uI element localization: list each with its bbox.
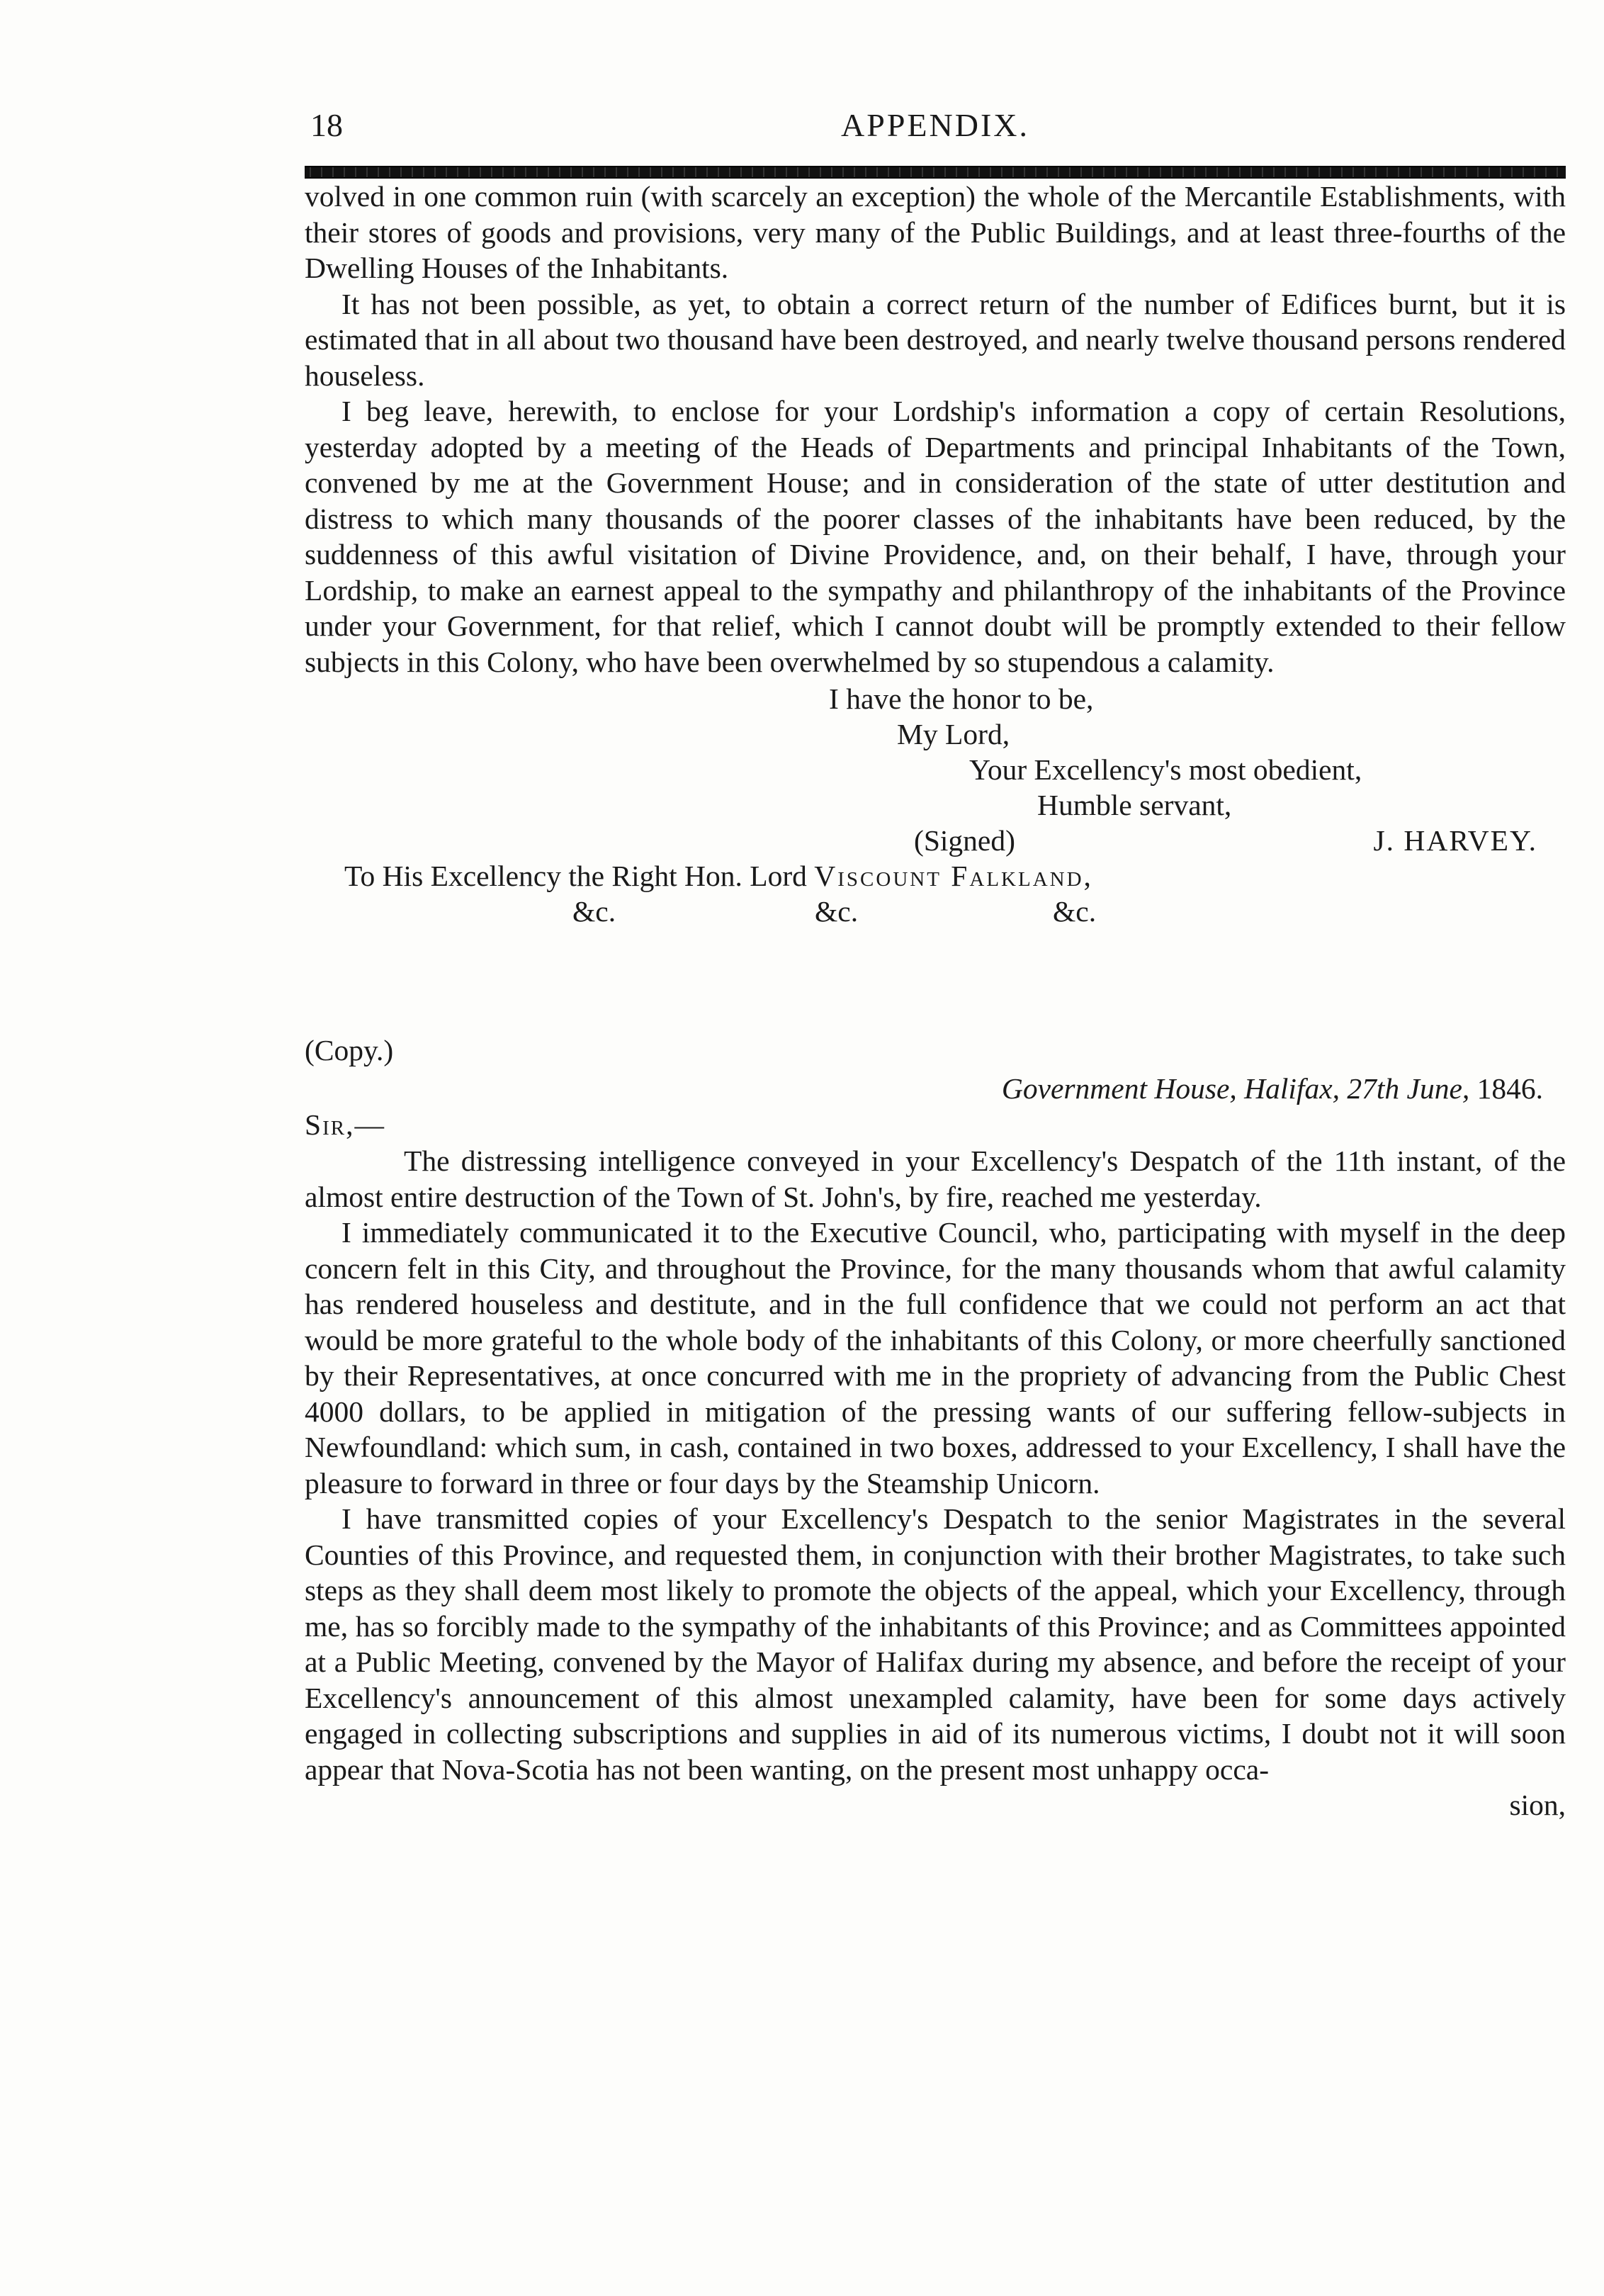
dateline-year: 1846.	[1476, 1072, 1543, 1105]
paragraph: The distressing intelligence conveyed in your Excellency's Despatch of the 11th instant, of the almost entire destruction of the Town of St. John's, by fire, reached me yesterday.	[305, 1144, 1566, 1213]
closing-line: Humble servant,	[1037, 789, 1232, 821]
etc: &c.	[1053, 895, 1097, 928]
catchword: sion,	[1509, 1789, 1566, 1821]
addressee-title: Viscount Falkland,	[814, 860, 1093, 892]
addressee	[305, 858, 1566, 894]
signature-row	[305, 823, 1566, 858]
paragraph: I beg leave, herewith, to enclose for your Lordship's information a copy of certain Resolutions, yesterday adopted by a meeting of the Heads of Departments and principal Inhabitants of the Town, convened by me at the Government House; and in consideration of the state of utter destitution and distress to which many thousands of the poorer classes of the inhabitants have been reduced, by the suddenness of this awful visitation of Divine Providence, and, on their behalf, I have, through your Lordship, to make an earnest appeal to the sympathy and philanthropy of the inhabitants of the Province under your Government, for that relief, which I cannot doubt will be promptly extended to their fellow subjects in this Colony, who have been overwhelmed by so stupendous a calamity.	[305, 395, 1566, 678]
page	[305, 106, 1566, 1823]
signed-label: (Signed)	[914, 824, 1015, 857]
copy-label: (Copy.)	[305, 1034, 394, 1067]
etc: &c.	[572, 895, 616, 928]
letter-harvey	[305, 179, 1566, 680]
letter-falkland	[305, 1143, 1566, 1787]
paragraph: I have transmitted copies of your Excellency's Despatch to the senior Magistrates in the several Counties of this Province, and requested them, in conjunction with their brother Magistrates, to take such steps as they shall deem most likely to promote the objects of the appeal, which your Excellency, through me, has so forcibly made to the sympathy of the inhabitants of this Province; and as Committees appointed at a Public Meeting, convened by the Mayor of Halifax during my absence, and before the receipt of your Excellency's announcement of this almost unexampled calamity, have been for some days actively engaged in collecting subscriptions and supplies in aid of its numerous victims, I doubt not it will soon appear that Nova-Scotia has not been wanting, on the present most unhappy occa-	[305, 1502, 1566, 1786]
header-rule	[305, 166, 1566, 179]
paragraph: volved in one common ruin (with scarcely an exception) the whole of the Mercantile Establishments, with their stores of goods and provisions, very many of the Public Buildings, and at least three-fourths of the Dwelling Houses of the Inhabitants.	[305, 180, 1566, 284]
addressee-prefix: To His Excellency the Right Hon. Lord	[344, 860, 807, 892]
dateline-place-date: Government House, Halifax, 27th June,	[1001, 1072, 1470, 1105]
closing-line: Your Excellency's most obedient,	[969, 753, 1362, 786]
closing-line: My Lord,	[897, 718, 1010, 750]
etc: &c.	[815, 895, 859, 928]
signature-name: J. HARVEY.	[1373, 824, 1537, 857]
salutation-text: Sir,—	[305, 1108, 385, 1141]
closing-line: I have the honor to be,	[829, 682, 1094, 715]
etc-row	[305, 894, 1566, 929]
paragraph: I immediately communicated it to the Executive Council, who, participating with myself in the deep concern felt in this City, and throughout the Province, for the many thousands whom that awful calamity has rendered houseless and destitute, and in the full confidence that we could not perform an act that would be more grateful to the whole body of the inhabitants of this Colony, or more cheerfully sanctioned by their Representatives, at once concurred with me in the propriety of advancing from the Public Chest 4000 dollars, to be applied in mitigation of the pressing wants of our suffering fellow-subjects in Newfoundland: which sum, in cash, contained in two boxes, addressed to your Excellency, I shall have the pleasure to forward in three or four days by the Steamship Unicorn.	[305, 1216, 1566, 1499]
paragraph: It has not been possible, as yet, to obtain a correct return of the number of Edifices burnt, but it is estimated that in all about two thousand have been destroyed, and nearly twelve thousand persons rendered houseless.	[305, 287, 1566, 392]
running-title: APPENDIX.	[841, 107, 1029, 143]
salutation	[305, 1106, 1566, 1143]
page-number: 18	[310, 107, 343, 143]
page-header	[305, 106, 1566, 156]
letter-closing	[305, 681, 1566, 929]
dateline	[305, 1071, 1566, 1106]
